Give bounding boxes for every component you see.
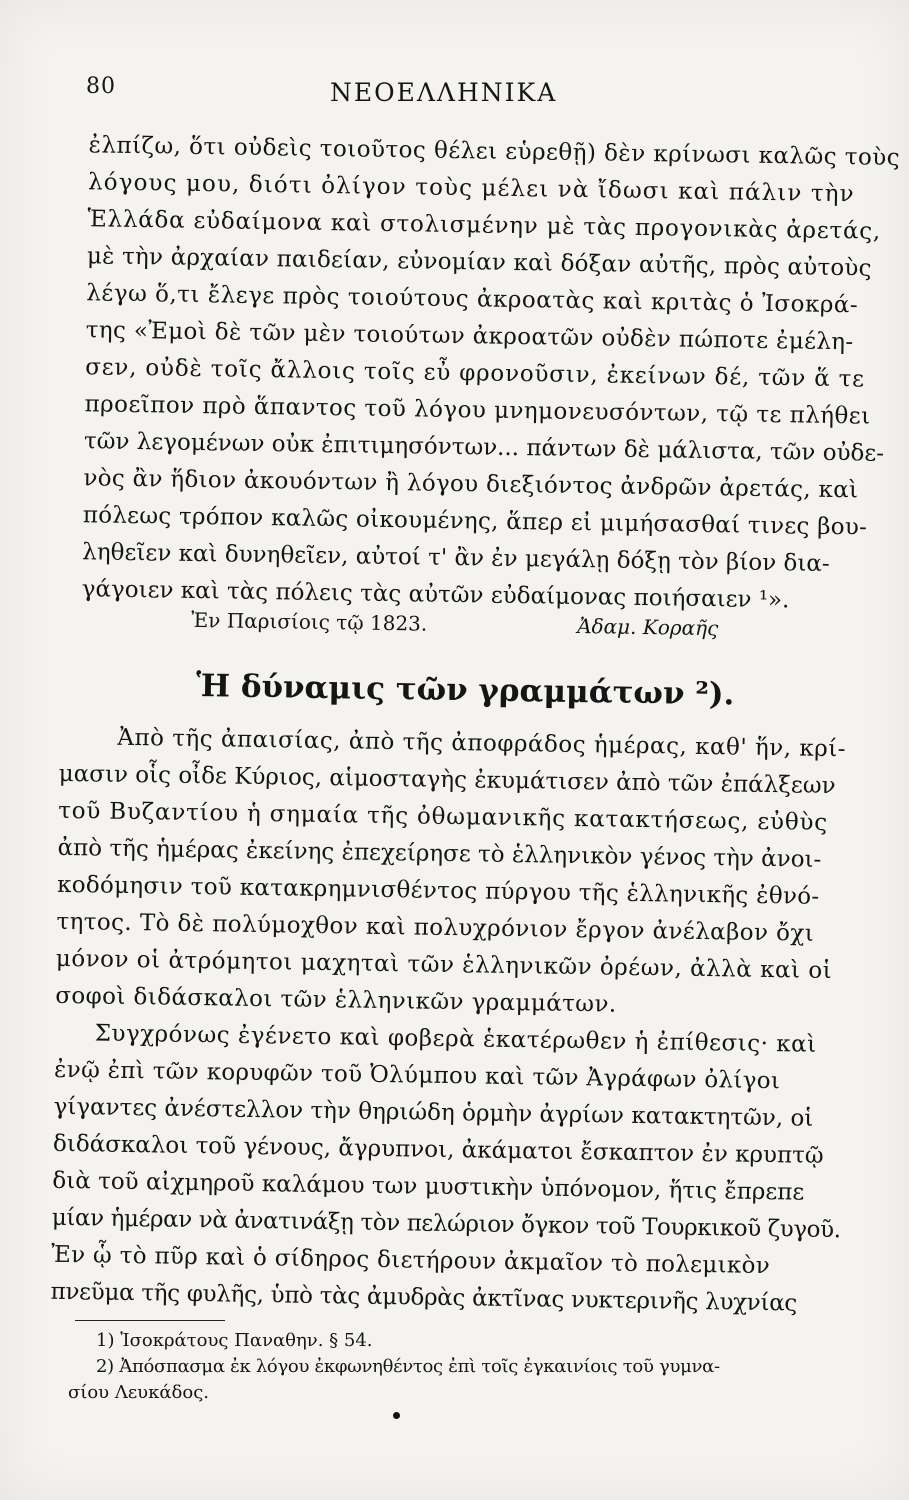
text-line: νὸς ἂν ἥδιον ἀκουόντων ἢ λόγου διεξιόντος ἀνδρῶν ἀρετάς, καὶ [83,465,859,504]
signature-place-date: Ἐν Παρισίοις τῷ 1823. [191,607,428,636]
ink-dot [393,1412,400,1419]
page-number: 80 [86,74,116,99]
text-line: ληθεῖεν καὶ δυνηθεῖεν, αὐτοί τ' ἂν ἐν μεγάλῃ δόξῃ τὸν βίον δια- [82,539,830,577]
text-line: μασιν οἷς οἶδε Κύριος, αἱμοσταγὴς ἐκυμάτισεν ἀπὸ τῶν ἐπάλξεων [58,760,836,800]
text-line: τοῦ Βυζαντίου ἡ σημαία τῆς ὀθωμανικῆς κατακτήσεως, εὐθὺς [58,797,829,836]
text-line: πνεῦμα τῆς φυλῆς, ὑπὸ τὰς ἀμυδρὰς ἀκτῖνας νυκτερινῆς λυχνίας [50,1278,798,1317]
text-line: Ἐν ᾧ τὸ πῦρ καὶ ὁ σίδηρος διετήρουν ἀκμαῖον τὸ πολεμικὸν [51,1241,771,1280]
text-line: μόνον οἱ ἀτρόμητοι μαχηταὶ τῶν ἑλληνικῶν ὀρέων, ἀλλὰ καὶ οἱ [55,945,833,985]
text-line: μίαν ἡμέραν νὰ ἀνατινάξῃ τὸν πελώριον ὄγκον τοῦ Τουρκικοῦ ζυγοῦ. [51,1204,841,1244]
text-line: λέγω ὅ,τι ἔλεγε πρὸς τοιούτους ἀκροατὰς καὶ κριτὰς ὁ Ἰσοκρά- [86,280,859,319]
text-line: Ἀπὸ τῆς ἀπαισίας, ἀπὸ τῆς ἀποφράδος ἡμέρας, καθ' ἥν, κρί- [117,724,847,763]
text-line: ἀπὸ τῆς ἡμέρας ἐκείνης ἐπεχείρησε τὸ ἑλληνικὸν γένος τὴν ἀνοι- [57,834,822,873]
text-line: γίγαντες ἀνέστελλον τὴν θηριώδη ὁρμὴν ἀγρίων κατακτητῶν, οἱ [53,1093,814,1132]
text-line: ἐνῷ ἐπὶ τῶν κορυφῶν τοῦ Ὀλύμπου καὶ τῶν Ἀγράφων ὀλίγοι [53,1056,781,1095]
text-line: τητος. Τὸ δὲ πολύμοχθον καὶ πολυχρόνιον ἔργον ἀνέλαβον ὄχι [56,908,815,947]
section-heading: Ἡ δύναμις τῶν γραμμάτων ²). [195,668,735,713]
text-line: μὲ τὴν ἀρχαίαν παιδείαν, εὐνομίαν καὶ δόξαν αὐτῆς, πρὸς αὐτοὺς [86,243,872,282]
running-title: ΝΕΟΕΛΛΗΝΙΚΑ [330,78,558,107]
text-line: ἐλπίζω, ὅτι οὐδεὶς τοιοῦτος θέλει εὑρεθῇ) δὲν κρίνωσι καλῶς τοὺς [88,132,901,172]
footnote-divider [75,1320,225,1321]
text-line: διδάσκαλοι τοῦ γένους, ἄγρυπνοι, ἀκάματοι ἔσκαπτον ἐν κρυπτῷ [52,1130,824,1169]
signature-author: Ἀδαμ. Κοραῆς [576,613,719,641]
text-line: σοφοὶ διδάσκαλοι τῶν ἑλληνικῶν γραμμάτων. [55,982,617,1018]
text-line: προεῖπον πρὸ ἅπαντος τοῦ λόγου μνημονευσόντων, τῷ τε πλήθει [84,391,871,430]
text-line: τῶν λεγομένων οὐκ ἐπιτιμησόντων... πάντων δὲ μάλιστα, τῶν οὐδε- [83,428,885,467]
text-line: κοδόμησιν τοῦ κατακρημνισθέντος πύργου τῆς ἑλληνικῆς ἐθνό- [56,871,820,910]
text-line: πόλεως τρόπον καλῶς οἰκουμένης, ἅπερ εἰ μιμήσασθαί τινες βου- [82,502,868,541]
footnote-2: 2) Ἀπόσπασμα ἐκ λόγου ἐκφωνηθέντος ἐπὶ τοῖς ἐγκαινίοις τοῦ γυμνα- [96,1356,720,1377]
text-line: της «Ἐμοὶ δὲ τῶν μὲν τοιούτων ἀκροατῶν οὐδὲν πώποτε ἐμέλη- [85,317,854,356]
text-line: Συγχρόνως ἐγένετο καὶ φοβερὰ ἑκατέρωθεν ἡ ἐπίθεσις· καὶ [94,1020,817,1058]
text-line: λόγους μου, διότι ὀλίγον τοὺς μέλει νὰ ἴδωσι καὶ πάλιν τὴν [87,169,855,208]
text-line: διὰ τοῦ αἰχμηροῦ καλάμου των μυστικὴν ὑπόνομον, ἥτις ἔπρεπε [52,1167,805,1206]
text-line: Ἑλλάδα εὐδαίμονα καὶ στολισμένην μὲ τὰς προγονικὰς ἀρετάς, [87,206,882,245]
text-line: σεν, οὐδὲ τοῖς ἄλλοις τοῖς εὖ φρονοῦσιν, ἐκείνων δέ, τῶν ἅ τε [84,354,866,393]
text-line: γάγοιεν καὶ τὰς πόλεις τὰς αὐτῶν εὐδαίμονας ποιήσαιεν ¹». [81,576,790,614]
footnote-2-continuation: σίου Λευκάδος. [68,1382,209,1403]
footnote-1: 1) Ἰσοκράτους Παναθην. § 54. [96,1330,373,1351]
